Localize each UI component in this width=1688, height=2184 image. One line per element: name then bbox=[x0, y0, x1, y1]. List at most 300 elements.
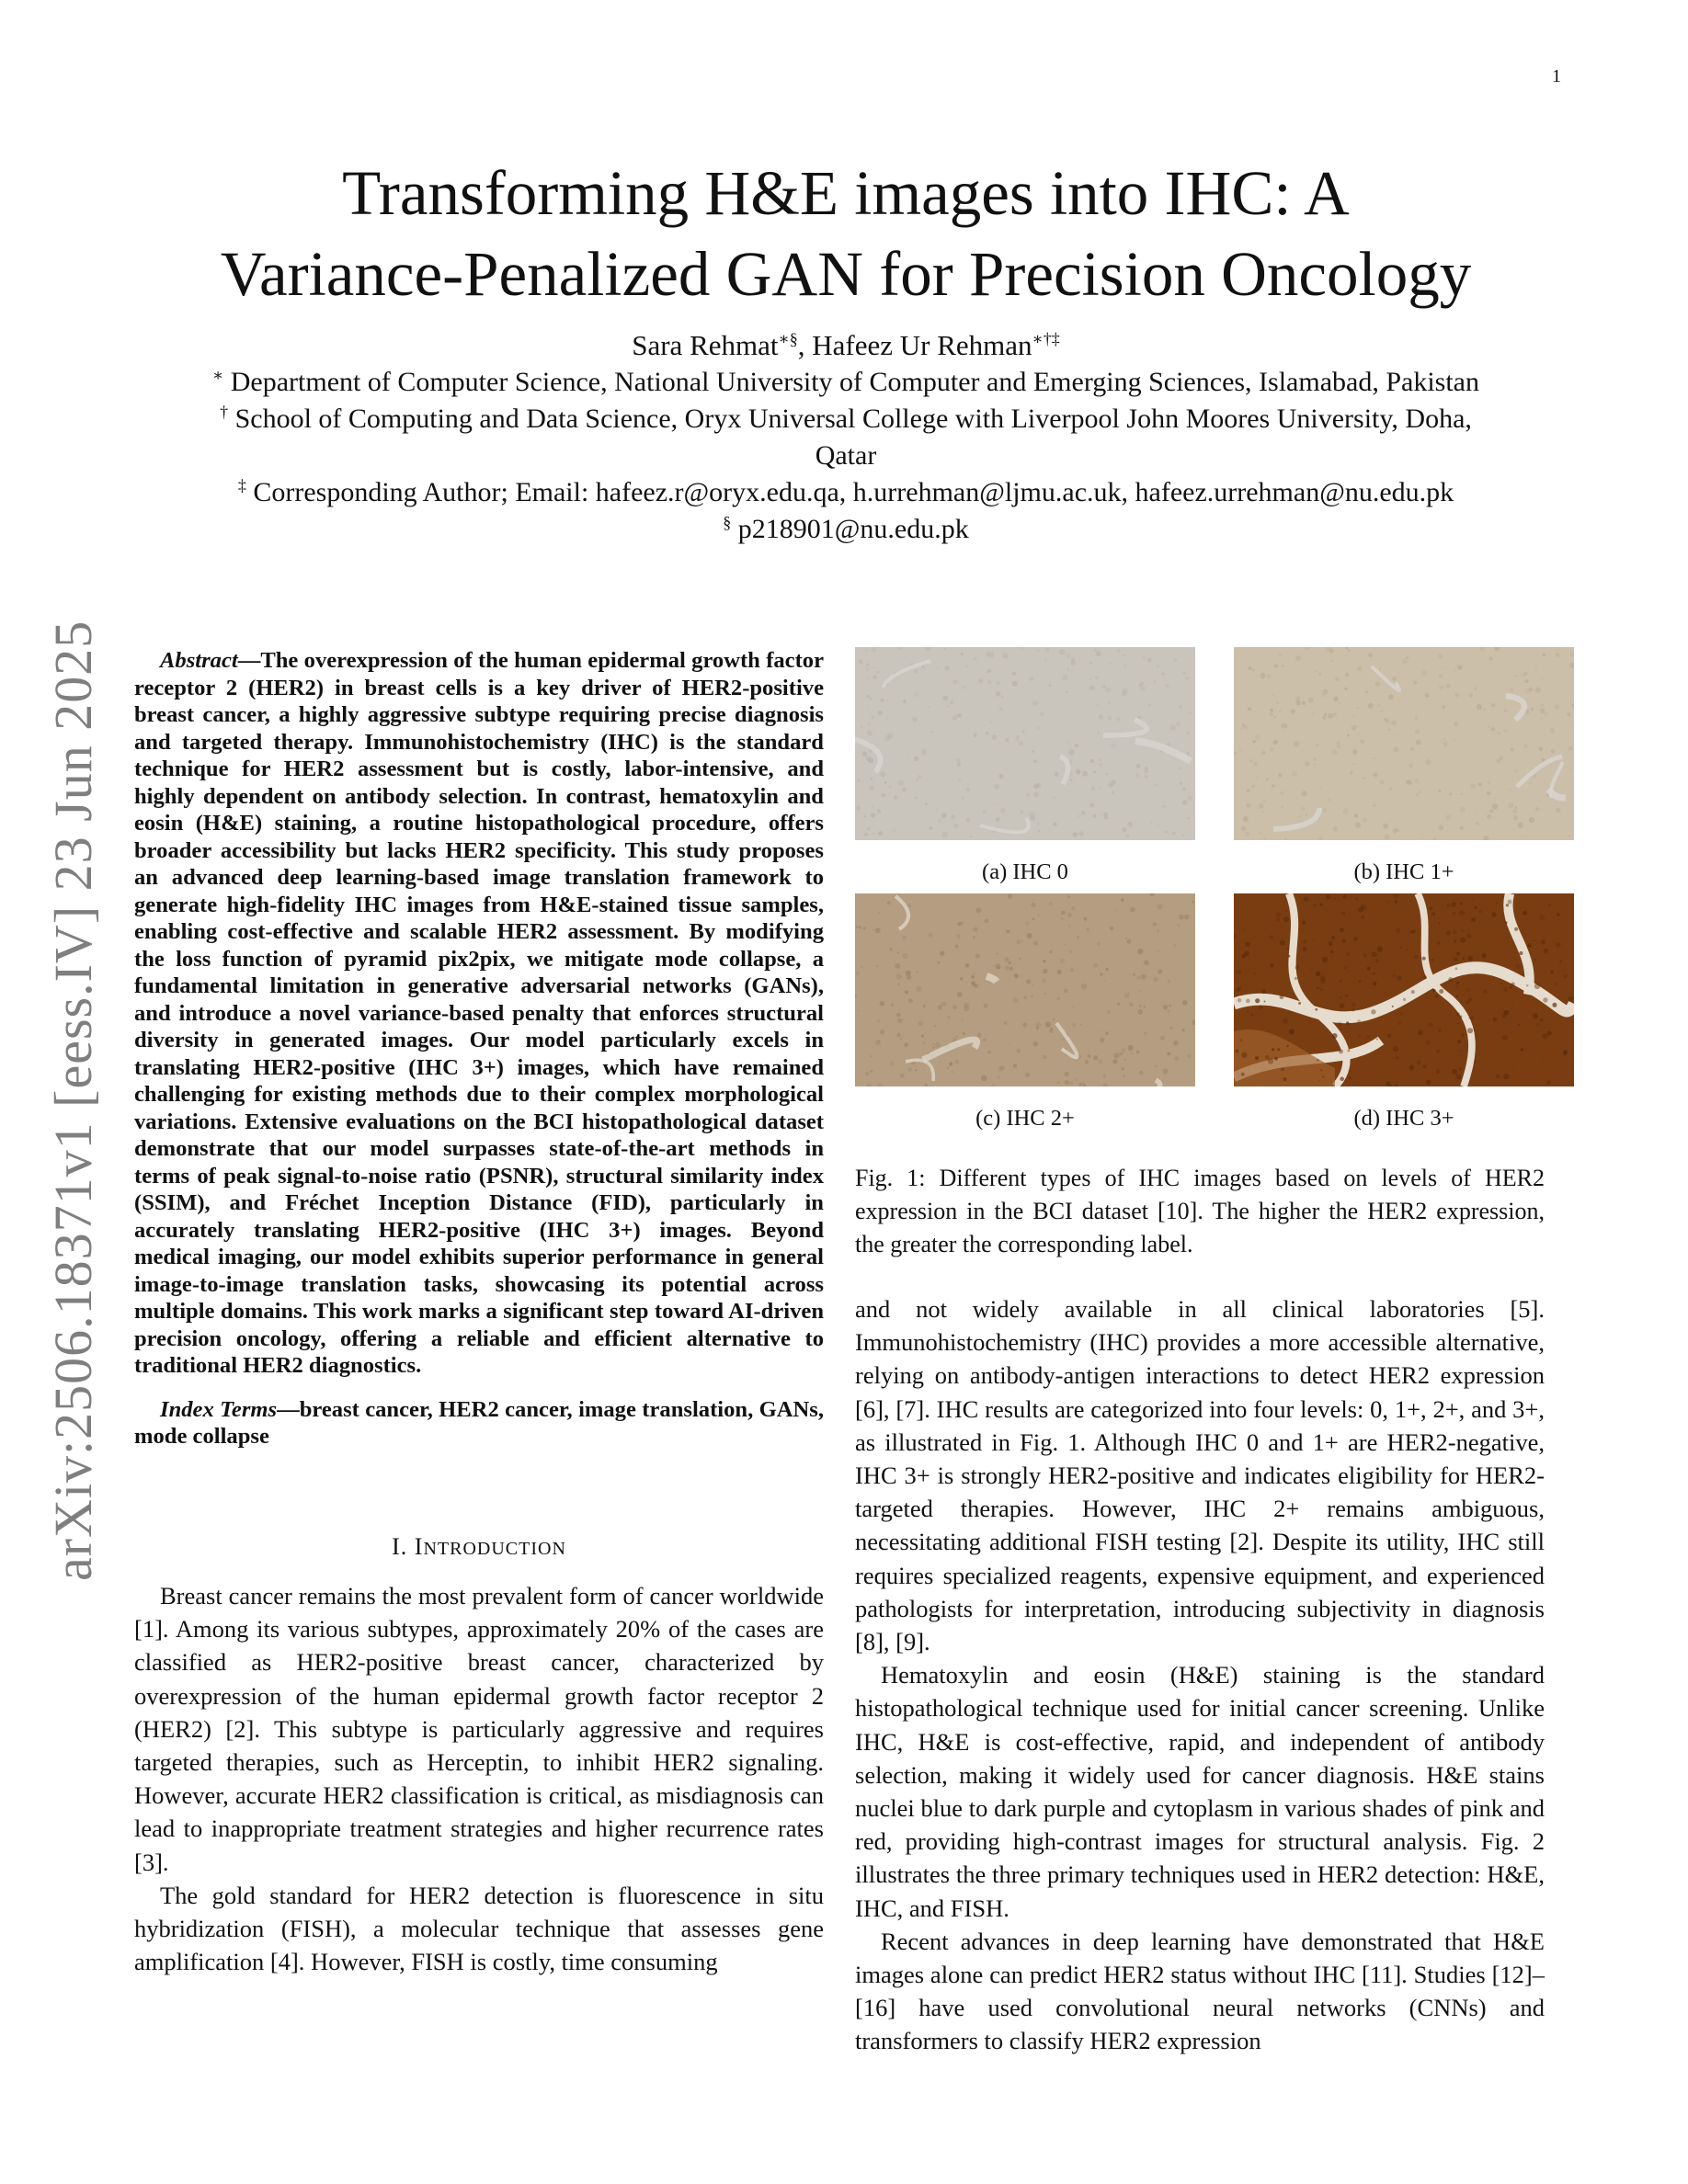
cell-nucleus bbox=[1514, 675, 1517, 677]
cell-nucleus bbox=[1008, 736, 1009, 738]
cell-nucleus bbox=[1439, 686, 1443, 690]
cell-nucleus bbox=[1182, 800, 1188, 805]
cell-nucleus bbox=[1539, 1018, 1544, 1023]
cell-nucleus bbox=[950, 1063, 953, 1066]
cell-nucleus bbox=[1402, 658, 1408, 664]
cell-nucleus bbox=[1371, 1009, 1375, 1014]
cell-nucleus bbox=[1175, 1056, 1180, 1061]
cell-nucleus bbox=[1241, 954, 1246, 959]
abstract-label: Abstract bbox=[160, 648, 238, 673]
cell-nucleus bbox=[1123, 688, 1128, 694]
cell-nucleus bbox=[1016, 737, 1020, 741]
cell-nucleus bbox=[987, 680, 991, 684]
cell-nucleus bbox=[1472, 898, 1474, 900]
abstract bbox=[134, 647, 824, 1380]
cell-nucleus bbox=[1093, 814, 1097, 818]
cell-nucleus bbox=[1157, 929, 1159, 932]
cell-nucleus bbox=[1456, 995, 1459, 997]
cell-nucleus bbox=[1410, 747, 1414, 751]
index-terms-label: Index Terms bbox=[160, 1396, 278, 1422]
cell-nucleus bbox=[1384, 834, 1389, 839]
cell-nucleus bbox=[1439, 654, 1443, 659]
cell-nucleus bbox=[995, 963, 1000, 969]
cell-nucleus bbox=[1322, 715, 1327, 720]
cell-nucleus bbox=[1239, 749, 1241, 751]
cell-nucleus bbox=[1116, 717, 1120, 721]
ihc-2plus-tissue-image bbox=[855, 893, 1195, 1086]
cell-nucleus bbox=[1137, 950, 1143, 955]
cell-nucleus bbox=[1245, 942, 1249, 947]
cell-nucleus bbox=[1248, 666, 1251, 670]
author-marks: ∗§ bbox=[778, 329, 798, 348]
section-heading-introduction bbox=[134, 1533, 824, 1564]
cell-nucleus bbox=[1283, 1018, 1288, 1024]
cell-nucleus bbox=[907, 756, 908, 758]
cell-nucleus bbox=[1345, 673, 1349, 677]
cell-nucleus bbox=[956, 758, 961, 763]
cell-nucleus bbox=[1534, 959, 1536, 961]
cell-nucleus bbox=[1387, 901, 1389, 903]
cell-nucleus bbox=[1089, 662, 1092, 665]
cell-nucleus bbox=[1535, 665, 1537, 667]
cell-nucleus bbox=[1338, 720, 1340, 722]
cell-nucleus bbox=[1286, 1045, 1289, 1048]
cell-nucleus bbox=[1511, 983, 1515, 986]
cell-nucleus bbox=[1343, 895, 1347, 899]
cell-nucleus bbox=[1334, 898, 1336, 900]
cell-nucleus bbox=[1357, 1034, 1362, 1039]
cell-nucleus bbox=[1093, 770, 1096, 773]
cell-nucleus bbox=[1165, 830, 1168, 833]
cell-nucleus bbox=[1153, 922, 1158, 927]
cell-nucleus bbox=[1265, 1055, 1270, 1060]
cell-nucleus bbox=[1547, 1031, 1552, 1036]
cell-nucleus bbox=[1032, 918, 1035, 921]
cell-nucleus bbox=[1392, 677, 1397, 681]
cell-nucleus bbox=[1183, 672, 1186, 675]
cell-nucleus bbox=[1008, 893, 1012, 898]
cell-nucleus bbox=[1251, 785, 1255, 789]
cell-nucleus bbox=[1518, 1024, 1520, 1026]
cell-nucleus bbox=[1467, 956, 1473, 961]
cell-nucleus bbox=[1282, 806, 1283, 808]
cell-nucleus bbox=[889, 785, 892, 788]
cell-nucleus bbox=[1022, 731, 1025, 734]
subfigure-caption: (a) IHC 0 bbox=[982, 859, 1068, 884]
author-marks: ∗†‡ bbox=[1032, 329, 1060, 348]
cell-nucleus bbox=[1274, 740, 1279, 745]
cell-nucleus bbox=[1323, 689, 1329, 695]
cell-nucleus bbox=[1137, 1009, 1143, 1015]
cell-nucleus bbox=[1067, 742, 1069, 744]
cell-nucleus bbox=[943, 696, 948, 700]
cell-nucleus bbox=[1283, 1077, 1287, 1081]
cell-nucleus bbox=[1122, 1048, 1126, 1052]
cell-nucleus bbox=[1279, 654, 1282, 656]
cell-nucleus bbox=[1246, 999, 1250, 1004]
cell-nucleus bbox=[1009, 1043, 1011, 1045]
cell-nucleus bbox=[1168, 1010, 1169, 1012]
cell-nucleus bbox=[1050, 1028, 1053, 1030]
cell-nucleus bbox=[1352, 725, 1357, 731]
cell-nucleus bbox=[1354, 738, 1356, 740]
cell-nucleus bbox=[1281, 938, 1283, 939]
cell-nucleus bbox=[1423, 975, 1427, 979]
cell-nucleus bbox=[1091, 787, 1095, 791]
cell-nucleus bbox=[1082, 771, 1088, 777]
cell-nucleus bbox=[1182, 788, 1185, 791]
cell-nucleus bbox=[1436, 1072, 1439, 1075]
cell-nucleus bbox=[1098, 732, 1101, 734]
cell-nucleus bbox=[1518, 823, 1523, 828]
cell-nucleus bbox=[1040, 711, 1044, 716]
cell-nucleus bbox=[861, 726, 862, 728]
cell-nucleus bbox=[1341, 912, 1345, 916]
cell-nucleus bbox=[877, 965, 879, 967]
cell-nucleus bbox=[1256, 777, 1258, 779]
cell-nucleus bbox=[1357, 1019, 1361, 1023]
cell-nucleus bbox=[1097, 942, 1101, 946]
cell-nucleus bbox=[1349, 1076, 1352, 1079]
cell-nucleus bbox=[1352, 1008, 1355, 1012]
cell-nucleus bbox=[1459, 1050, 1461, 1052]
cell-nucleus bbox=[1237, 987, 1240, 991]
cell-nucleus bbox=[921, 749, 927, 755]
cell-nucleus bbox=[1166, 684, 1169, 688]
cell-nucleus bbox=[884, 735, 890, 741]
cell-nucleus bbox=[1391, 721, 1397, 726]
cell-nucleus bbox=[1065, 1072, 1069, 1076]
cell-nucleus bbox=[1374, 772, 1378, 777]
cell-nucleus bbox=[1077, 936, 1080, 939]
cell-nucleus bbox=[957, 713, 962, 718]
cell-nucleus bbox=[1123, 1075, 1125, 1077]
cell-nucleus bbox=[1296, 700, 1301, 705]
cell-nucleus bbox=[1187, 817, 1190, 820]
cell-nucleus bbox=[941, 813, 947, 818]
cell-nucleus bbox=[1252, 668, 1255, 671]
cell-nucleus bbox=[1415, 779, 1420, 783]
cell-nucleus bbox=[1456, 981, 1460, 984]
cell-nucleus bbox=[865, 1072, 869, 1075]
cell-nucleus bbox=[867, 730, 873, 735]
cell-nucleus bbox=[1522, 835, 1523, 836]
cell-nucleus bbox=[1491, 703, 1495, 707]
cell-nucleus bbox=[1043, 1055, 1046, 1059]
cell-nucleus bbox=[971, 981, 975, 985]
cell-nucleus bbox=[870, 698, 873, 700]
cell-nucleus bbox=[1415, 717, 1418, 720]
cell-nucleus bbox=[940, 951, 944, 956]
cell-nucleus bbox=[1453, 930, 1457, 935]
cell-nucleus bbox=[1260, 673, 1266, 678]
cell-nucleus bbox=[953, 824, 958, 828]
cell-nucleus bbox=[1049, 684, 1052, 687]
cell-nucleus bbox=[1153, 680, 1156, 683]
cell-nucleus bbox=[1061, 911, 1066, 916]
cell-nucleus bbox=[873, 929, 874, 931]
cell-nucleus bbox=[1311, 969, 1313, 971]
cell-nucleus bbox=[1317, 986, 1319, 989]
cell-nucleus bbox=[937, 666, 939, 668]
cell-nucleus bbox=[1277, 1048, 1280, 1051]
cell-nucleus bbox=[1361, 909, 1363, 912]
cell-nucleus bbox=[1376, 1038, 1378, 1040]
cell-nucleus bbox=[915, 797, 917, 799]
cell-nucleus bbox=[1415, 729, 1420, 734]
cell-nucleus bbox=[1541, 703, 1544, 706]
cell-nucleus bbox=[925, 802, 929, 806]
cell-nucleus bbox=[918, 775, 921, 779]
cell-nucleus bbox=[1308, 698, 1314, 703]
cell-nucleus bbox=[1555, 705, 1559, 710]
cell-nucleus bbox=[1340, 927, 1344, 932]
paragraph: Hematoxylin and eosin (H&E) staining is the standard histopathological technique used for initial cancer screening. Unlike IHC, H&E is cost-effective, rapid, and independent of antibody selection, making it widely used for cancer diagnosis. H&E stains nuclei blue to dark purple and cytoplasm in various shades of pink and red, providing high-contrast images for structural analysis. Fig. 2 illustrates the three primary techniques used in HER2 detection: H&E, IHC, and FISH. bbox=[855, 1661, 1545, 1922]
cell-nucleus bbox=[1333, 716, 1335, 718]
cell-nucleus bbox=[1452, 903, 1456, 907]
cell-nucleus bbox=[1511, 1002, 1513, 1004]
cell-nucleus bbox=[1552, 1003, 1557, 1007]
cell-nucleus bbox=[1488, 781, 1490, 784]
cell-nucleus bbox=[1064, 989, 1068, 994]
cell-nucleus bbox=[1013, 1064, 1017, 1067]
cell-nucleus bbox=[1406, 780, 1409, 783]
cell-nucleus bbox=[1527, 943, 1532, 948]
cell-nucleus bbox=[921, 684, 923, 686]
cell-nucleus bbox=[1012, 681, 1018, 687]
cell-nucleus bbox=[1019, 957, 1021, 960]
cell-nucleus bbox=[1021, 940, 1023, 942]
cell-nucleus bbox=[1345, 1080, 1348, 1083]
cell-nucleus bbox=[1261, 811, 1263, 813]
cell-nucleus bbox=[1383, 824, 1388, 829]
cell-nucleus bbox=[1347, 734, 1350, 737]
cell-nucleus bbox=[1318, 898, 1320, 900]
cell-nucleus bbox=[1259, 803, 1264, 809]
cell-nucleus bbox=[1037, 650, 1040, 653]
cell-nucleus bbox=[1318, 1079, 1320, 1081]
cell-nucleus bbox=[1397, 975, 1401, 980]
cell-nucleus bbox=[1026, 979, 1031, 984]
cell-nucleus bbox=[1005, 966, 1009, 971]
cell-nucleus bbox=[1443, 738, 1446, 741]
cell-nucleus bbox=[1439, 1029, 1442, 1032]
cell-nucleus bbox=[1353, 937, 1358, 941]
cell-nucleus bbox=[1155, 1065, 1157, 1067]
cell-nucleus bbox=[1276, 701, 1278, 703]
cell-nucleus bbox=[1072, 1023, 1076, 1027]
cell-nucleus bbox=[1161, 805, 1164, 808]
cell-nucleus bbox=[1283, 916, 1289, 922]
cell-nucleus bbox=[1313, 938, 1315, 940]
cell-nucleus bbox=[1380, 711, 1383, 713]
cell-nucleus bbox=[1013, 997, 1018, 1002]
cell-nucleus bbox=[1563, 974, 1567, 978]
cell-nucleus bbox=[1255, 998, 1260, 1003]
cell-nucleus bbox=[1180, 768, 1182, 770]
cell-nucleus bbox=[941, 1002, 947, 1007]
cell-nucleus bbox=[1399, 946, 1401, 948]
cell-nucleus bbox=[1526, 984, 1529, 987]
cell-nucleus bbox=[1002, 653, 1008, 658]
cell-nucleus bbox=[1104, 980, 1106, 982]
cell-nucleus bbox=[998, 1067, 1002, 1072]
cell-nucleus bbox=[1125, 937, 1127, 938]
cell-nucleus bbox=[877, 809, 882, 813]
cell-nucleus bbox=[1470, 1017, 1474, 1020]
cell-nucleus bbox=[983, 810, 987, 813]
arxiv-identifier-stamp: arXiv:2506.18371v1 [eess.IV] 23 Jun 2025 bbox=[43, 620, 103, 1581]
cell-nucleus bbox=[1112, 1059, 1117, 1064]
cell-nucleus bbox=[1463, 957, 1466, 960]
cell-nucleus bbox=[1139, 1071, 1143, 1075]
cell-nucleus bbox=[1262, 751, 1266, 755]
cell-nucleus bbox=[1169, 1004, 1171, 1007]
cell-nucleus bbox=[965, 963, 969, 967]
cell-nucleus bbox=[1396, 928, 1401, 934]
cell-nucleus bbox=[1030, 995, 1032, 997]
cell-nucleus bbox=[1068, 949, 1070, 950]
cell-nucleus bbox=[1148, 703, 1152, 707]
cell-nucleus bbox=[1164, 805, 1166, 807]
cell-nucleus bbox=[1322, 957, 1328, 962]
cell-nucleus bbox=[1377, 704, 1380, 707]
cell-nucleus bbox=[1177, 924, 1180, 927]
cell-nucleus bbox=[1347, 1049, 1350, 1052]
cell-nucleus bbox=[1038, 830, 1040, 832]
cell-nucleus bbox=[1136, 1051, 1140, 1054]
cell-nucleus bbox=[1153, 1007, 1155, 1009]
cell-nucleus bbox=[1049, 950, 1053, 954]
cell-nucleus bbox=[1106, 773, 1109, 776]
cell-nucleus bbox=[1076, 768, 1081, 774]
cell-nucleus bbox=[1410, 930, 1414, 934]
ihc-3plus-tissue-image bbox=[1234, 893, 1574, 1086]
cell-nucleus bbox=[900, 1038, 902, 1040]
cell-nucleus bbox=[1367, 967, 1371, 971]
cell-nucleus bbox=[1291, 709, 1295, 713]
author-name: Sara Rehmat bbox=[632, 329, 779, 361]
cell-nucleus bbox=[1274, 716, 1276, 718]
cell-nucleus bbox=[1556, 653, 1560, 657]
cell-nucleus bbox=[1043, 969, 1047, 973]
cell-nucleus bbox=[1340, 1003, 1345, 1008]
cell-nucleus bbox=[903, 953, 908, 959]
cell-nucleus bbox=[1483, 708, 1486, 711]
paper-title bbox=[147, 153, 1545, 314]
cell-nucleus bbox=[1121, 898, 1124, 902]
cell-nucleus bbox=[1510, 986, 1512, 989]
cell-nucleus bbox=[1415, 955, 1419, 959]
cell-nucleus bbox=[1379, 668, 1381, 670]
cell-nucleus bbox=[923, 1041, 926, 1044]
cell-nucleus bbox=[985, 919, 988, 923]
cell-nucleus bbox=[1489, 809, 1494, 813]
cell-nucleus bbox=[965, 818, 970, 823]
cell-nucleus bbox=[867, 827, 871, 831]
cell-nucleus bbox=[983, 1039, 987, 1042]
cell-nucleus bbox=[1466, 988, 1470, 992]
cell-nucleus bbox=[1504, 1010, 1510, 1016]
cell-nucleus bbox=[896, 1033, 900, 1037]
cell-nucleus bbox=[1508, 900, 1512, 904]
paper-header bbox=[147, 153, 1545, 548]
cell-nucleus bbox=[952, 1071, 953, 1073]
cell-nucleus bbox=[1534, 939, 1535, 941]
cell-nucleus bbox=[1169, 1027, 1173, 1030]
cell-nucleus bbox=[1492, 803, 1498, 809]
cell-nucleus bbox=[1556, 942, 1561, 948]
cell-nucleus bbox=[1439, 674, 1443, 678]
cell-nucleus bbox=[1466, 1001, 1469, 1005]
cell-nucleus bbox=[1535, 807, 1539, 811]
cell-nucleus bbox=[1354, 814, 1358, 818]
cell-nucleus bbox=[1017, 1049, 1021, 1052]
cell-nucleus bbox=[1144, 960, 1149, 965]
cell-nucleus bbox=[873, 833, 874, 835]
cell-nucleus bbox=[1240, 728, 1242, 730]
cell-nucleus bbox=[1037, 727, 1039, 729]
cell-nucleus bbox=[1067, 895, 1070, 898]
cell-nucleus bbox=[1438, 790, 1441, 792]
cell-nucleus bbox=[870, 1070, 873, 1073]
cell-nucleus bbox=[1068, 749, 1074, 755]
cell-nucleus bbox=[900, 1074, 905, 1078]
cell-nucleus bbox=[875, 927, 881, 933]
cell-nucleus bbox=[1302, 701, 1306, 706]
cell-nucleus bbox=[1069, 926, 1071, 927]
cell-nucleus bbox=[864, 833, 868, 836]
cell-nucleus bbox=[1111, 743, 1116, 748]
cell-nucleus bbox=[952, 715, 958, 721]
cell-nucleus bbox=[1372, 951, 1377, 957]
cell-nucleus bbox=[955, 1060, 960, 1064]
cell-nucleus bbox=[990, 722, 993, 724]
cell-nucleus bbox=[1172, 832, 1176, 836]
cell-nucleus bbox=[1158, 969, 1162, 973]
cell-nucleus bbox=[1017, 735, 1019, 737]
cell-nucleus bbox=[1032, 984, 1033, 986]
cell-nucleus bbox=[1320, 975, 1325, 980]
cell-nucleus bbox=[1455, 985, 1459, 989]
cell-nucleus bbox=[1173, 1041, 1178, 1045]
cell-nucleus bbox=[1500, 756, 1504, 761]
cell-nucleus bbox=[1247, 1011, 1249, 1013]
cell-nucleus bbox=[1113, 1052, 1119, 1058]
cell-nucleus bbox=[981, 1075, 987, 1081]
cell-nucleus bbox=[1096, 651, 1101, 656]
cell-nucleus bbox=[1176, 722, 1180, 727]
cell-nucleus bbox=[1360, 739, 1364, 744]
cell-nucleus bbox=[903, 700, 907, 703]
cell-nucleus bbox=[1055, 772, 1059, 777]
cell-nucleus bbox=[914, 756, 919, 762]
cell-nucleus bbox=[882, 793, 886, 798]
cell-nucleus bbox=[1075, 1061, 1077, 1063]
cell-nucleus bbox=[1475, 688, 1477, 690]
cell-nucleus bbox=[929, 933, 933, 938]
cell-nucleus bbox=[1519, 951, 1523, 955]
cell-nucleus bbox=[1373, 804, 1375, 807]
cell-nucleus bbox=[1487, 814, 1491, 819]
cell-nucleus bbox=[1122, 827, 1126, 832]
cell-nucleus bbox=[881, 699, 884, 702]
cell-nucleus bbox=[971, 975, 975, 979]
cell-nucleus bbox=[1529, 688, 1534, 692]
cell-nucleus bbox=[872, 716, 874, 719]
cell-nucleus bbox=[930, 826, 933, 830]
subfigure-ihc-3plus bbox=[1234, 893, 1574, 1140]
